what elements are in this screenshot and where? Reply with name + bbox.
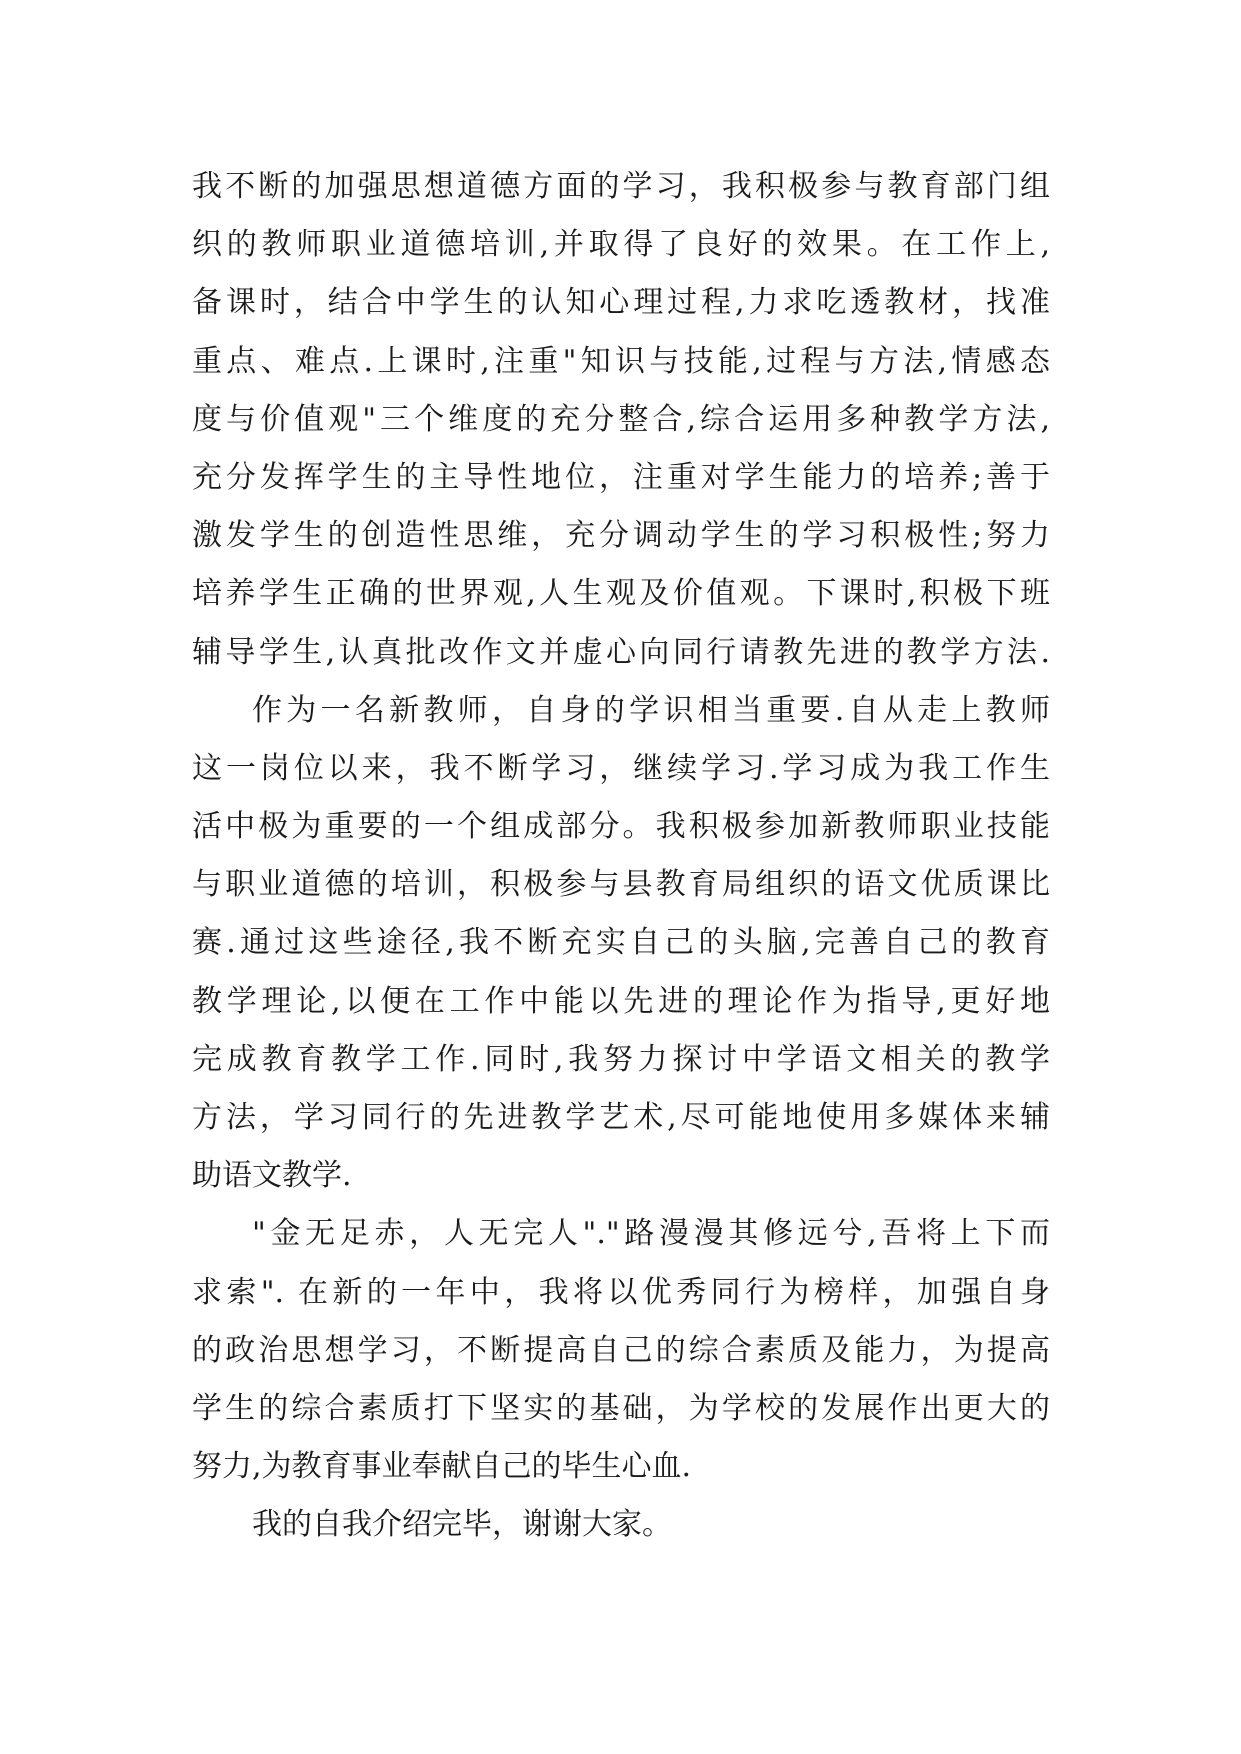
text-line: 重点、难点.上课时,注重"知识与技能,过程与方法,情感态 — [192, 343, 1050, 379]
text-line: 度与价值观"三个维度的充分整合,综合运用多种教学方法, — [192, 401, 1050, 437]
text-line: 赛.通过这些途径,我不断充实自己的头脑,完善自己的教育 — [192, 925, 1050, 961]
text-line: 完成教育教学工作.同时,我努力探讨中学语文相关的教学 — [192, 1041, 1050, 1077]
text-line: 求索". 在新的一年中，我将以优秀同行为榜样，加强自身 — [192, 1274, 1050, 1310]
text-line: 备课时，结合中学生的认知心理过程,力求吃透教材，找准 — [192, 285, 1050, 321]
text-line: 辅导学生,认真批改作文并虚心向同行请教先进的教学方法. — [192, 634, 1050, 670]
text-line: 织的教师职业道德培训,并取得了良好的效果。在工作上, — [192, 227, 1050, 263]
text-line: 充分发挥学生的主导性地位，注重对学生能力的培养;善于 — [192, 459, 1050, 495]
paragraph-3 — [192, 1205, 1050, 1496]
paragraph-4 — [192, 1496, 1050, 1554]
document-body — [192, 158, 1050, 1555]
text-line: 我的自我介绍完毕，谢谢大家。 — [252, 1507, 672, 1543]
text-line: 这一岗位以来，我不断学习，继续学习.学习成为我工作生 — [192, 750, 1050, 786]
text-line: "金无足赤，人无完人"."路漫漫其修远兮,吾将上下而 — [252, 1216, 1050, 1252]
text-line: 努力,为教育事业奉献自己的毕生心血. — [192, 1449, 692, 1485]
paragraph-2 — [192, 682, 1050, 1206]
paragraph-1 — [192, 158, 1050, 682]
text-line: 学生的综合素质打下坚实的基础，为学校的发展作出更大的 — [192, 1390, 1050, 1426]
text-line: 作为一名新教师，自身的学识相当重要.自从走上教师 — [252, 692, 1050, 728]
text-line: 助语文教学. — [192, 1158, 352, 1194]
text-line: 教学理论,以便在工作中能以先进的理论作为指导,更好地 — [192, 983, 1050, 1019]
text-line: 激发学生的创造性思维，充分调动学生的学习积极性;努力 — [192, 518, 1050, 554]
text-line: 活中极为重要的一个组成部分。我积极参加新教师职业技能 — [192, 809, 1050, 845]
text-line: 培养学生正确的世界观,人生观及价值观。下课时,积极下班 — [192, 576, 1050, 612]
text-line: 方法，学习同行的先进教学艺术,尽可能地使用多媒体来辅 — [192, 1100, 1050, 1135]
text-line: 与职业道德的培训，积极参与县教育局组织的语文优质课比 — [192, 867, 1050, 903]
text-line: 我不断的加强思想道德方面的学习，我积极参与教育部门组 — [192, 169, 1050, 204]
text-line: 的政治思想学习，不断提高自己的综合素质及能力，为提高 — [192, 1332, 1050, 1368]
